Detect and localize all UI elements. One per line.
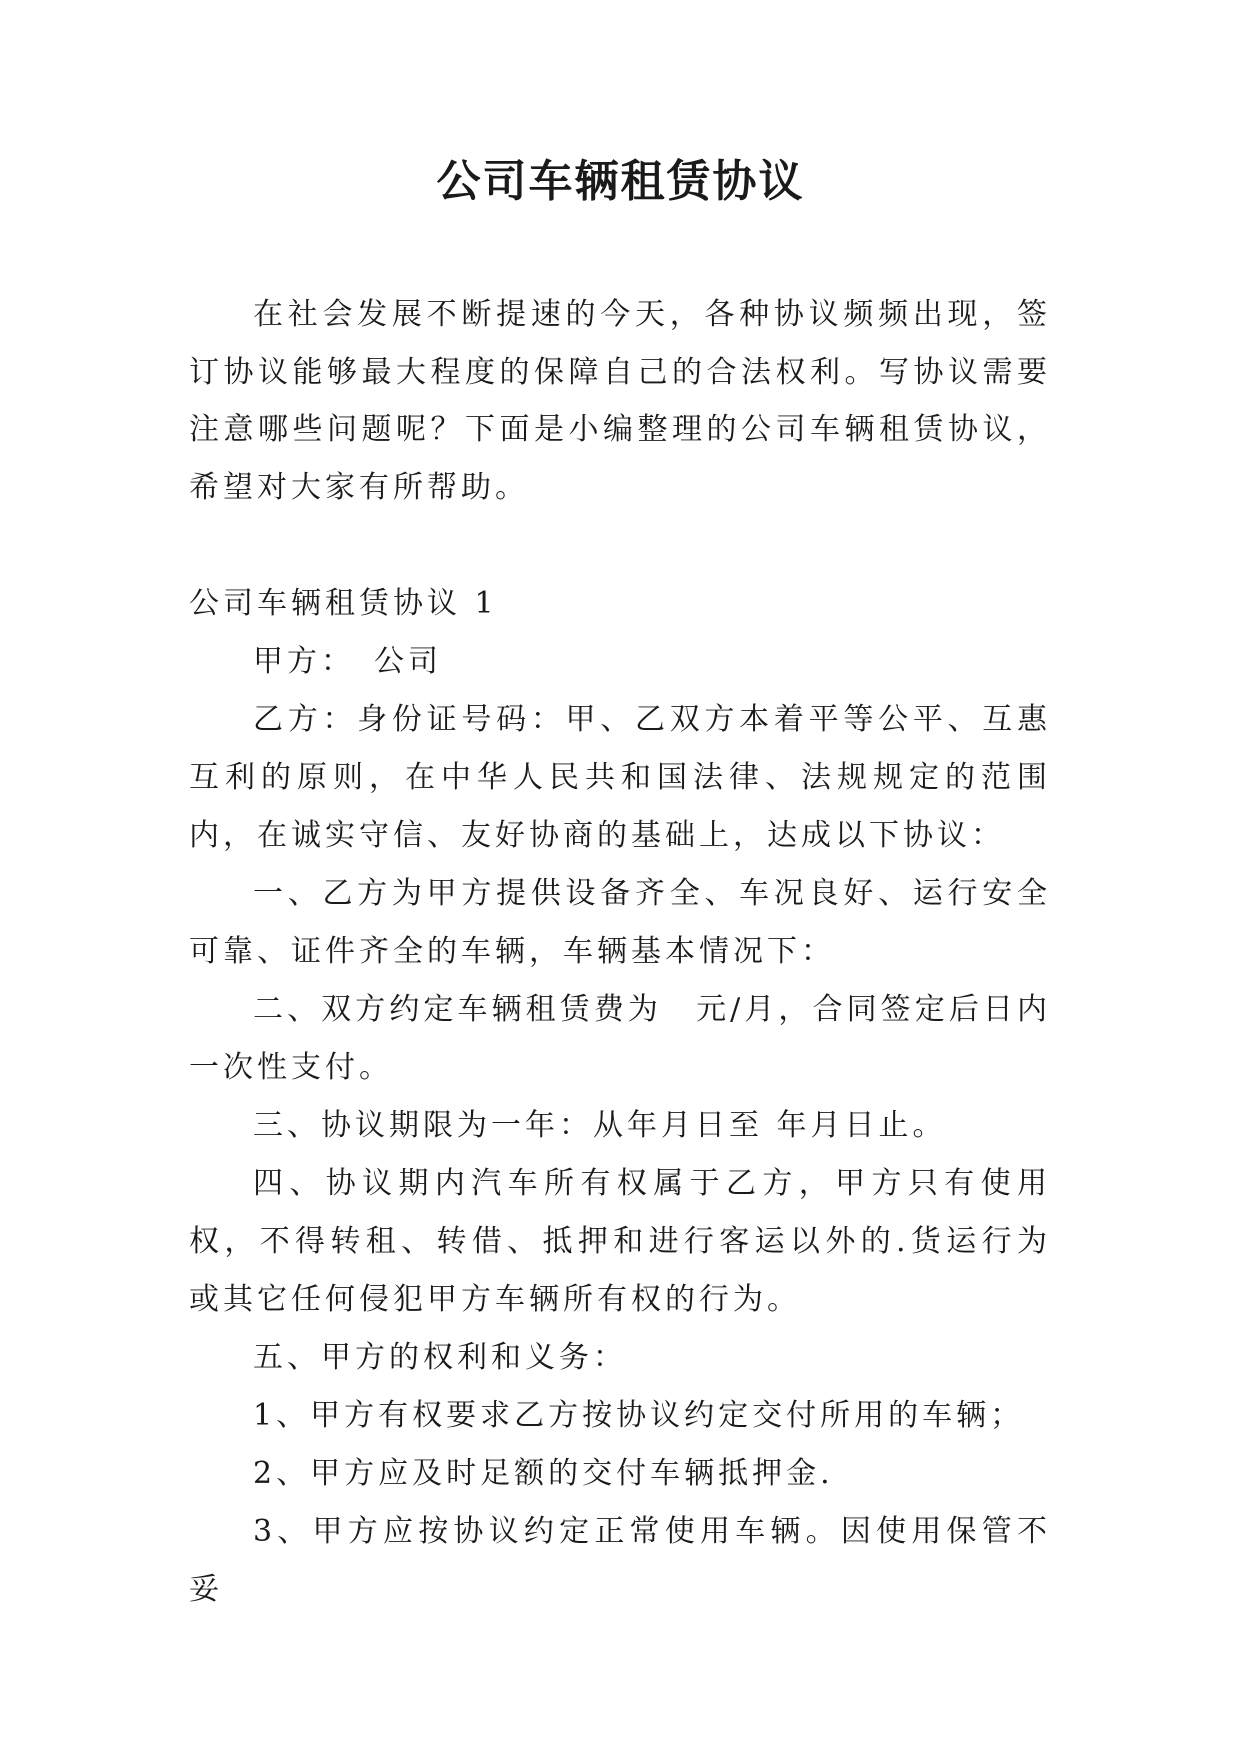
clause-5-item-1: 1、甲方有权要求乙方按协议约定交付所用的车辆； bbox=[253, 1398, 1025, 1433]
clause-1: 一、乙方为甲方提供设备齐全、车况良好、运行安全可靠、证件齐全的车辆，车辆基本情况下： bbox=[189, 876, 1051, 969]
intro-paragraph: 在社会发展不断提速的今天，各种协议频频出现，签订协议能够最大程度的保障自己的合法权利。写协议需要注意哪些问题呢？下面是小编整理的公司车辆租赁协议，希望对大家有所帮助。 bbox=[189, 297, 1051, 505]
clause-5-heading: 五、甲方的权利和义务： bbox=[253, 1340, 627, 1375]
agreement-body bbox=[189, 575, 1051, 1619]
clause-5-item-2: 2、甲方应及时足额的交付车辆抵押金. bbox=[253, 1456, 834, 1491]
party-b-paragraph: 乙方：身份证号码：甲、乙双方本着平等公平、互惠互利的原则，在中华人民共和国法律、法规规定的范围内，在诚实守信、友好协商的基础上，达成以下协议： bbox=[189, 702, 1051, 853]
document-title: 公司车辆租赁协议 bbox=[436, 156, 805, 207]
clause-2: 二、双方约定车辆租赁费为 元/月，合同签定后日内一次性支付。 bbox=[189, 992, 1051, 1085]
section-heading: 公司车辆租赁协议 1 bbox=[189, 586, 498, 621]
clause-3: 三、协议期限为一年：从年月日至 年月日止。 bbox=[253, 1108, 947, 1143]
party-a-line: 甲方： 公司 bbox=[253, 644, 442, 679]
clause-5-item-3: 3、甲方应按协议约定正常使用车辆。因使用保管不妥 bbox=[189, 1514, 1051, 1607]
clause-4: 四、协议期内汽车所有权属于乙方，甲方只有使用权，不得转租、转借、抵押和进行客运以外的.货运行为或其它任何侵犯甲方车辆所有权的行为。 bbox=[189, 1166, 1051, 1317]
